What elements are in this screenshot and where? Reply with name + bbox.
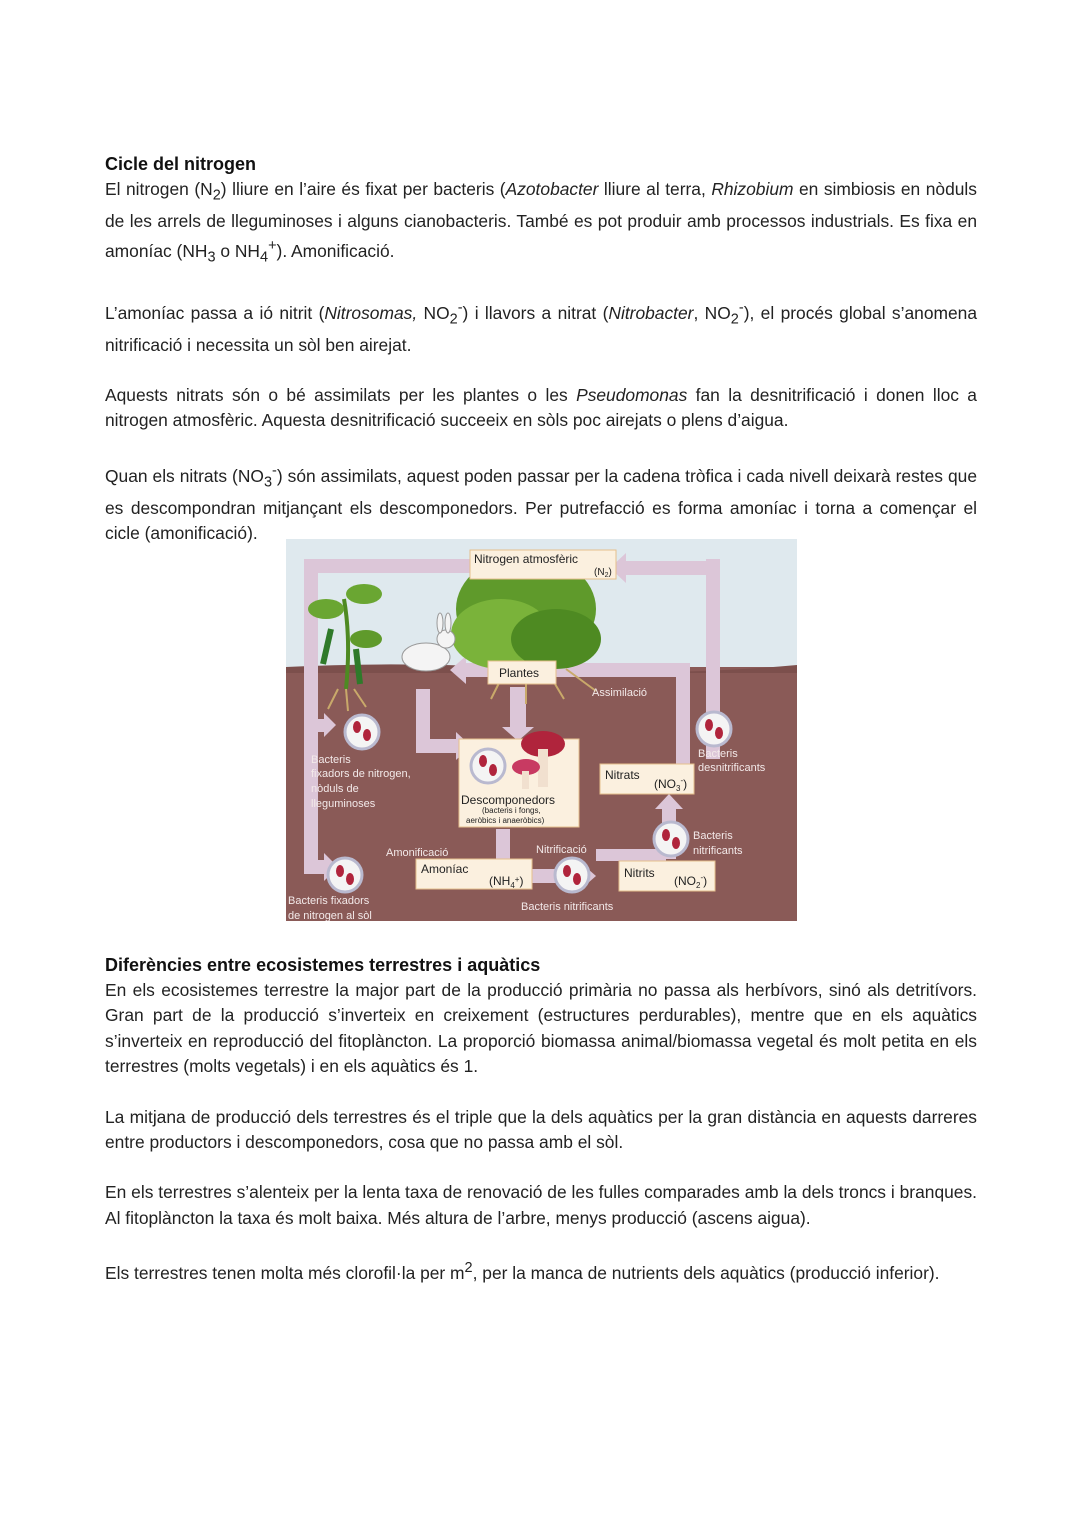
nitrogen-cycle-diagram xyxy=(286,539,797,921)
legume-fixers-line-2: fixadors de nitrogen, xyxy=(311,768,411,780)
paragraph-trophic-chain: Quan els nitrats $(NO_3^-)$ són assimilats, aquest poden passar per la cadena tròfica i cada nivell deixarà restes que es descompondran mitjançant els descomponedors. Per putrefacció es forma amoníac i torna a començar el cicle (amonificació). xyxy=(105,462,977,543)
assimilation-label: Assimilació xyxy=(592,687,648,699)
paragraph-denitrification: Aquests nitrats són o bé assimilats per les plantes o les Pseudomonas fan la desnitrificació i donen lloc a nitrogen atmosfèric. Aquesta desnitrificació succeeix en sòls poc airejats o plens d’aigua. xyxy=(105,385,977,431)
nitrifying-line-2: nitrificants xyxy=(693,845,743,857)
decomposers-subtitle-1: (bacteris i fongs, xyxy=(482,806,541,815)
paragraph-ecosystems-4: Els terrestres tenen molta més clorofil·la per $m^2$, per la manca de nutrients dels aquàtics (producció inferior). xyxy=(105,1260,940,1284)
nitrifying-line-1: Bacteris xyxy=(693,830,733,842)
atmospheric-nitrogen-formula: $(N_2)$ xyxy=(594,567,612,579)
bacteria-soil-fixer-icon xyxy=(328,858,362,892)
nitrites-formula: $(NO_2^-)$ xyxy=(674,873,708,890)
plants-label: Plantes xyxy=(499,666,540,680)
bottom-nitrifying-label: Bacteris nitrificants xyxy=(521,901,614,913)
ammonia-label: Amoníac xyxy=(421,862,469,876)
bacteria-nitrifying-bottom-icon xyxy=(555,858,589,892)
section-nitrogen-cycle xyxy=(105,152,977,546)
decomposers-label: Descomponedors xyxy=(461,793,556,807)
bacteria-denitrifying-icon xyxy=(697,712,731,746)
legume-fixers-line-4: lleguminoses xyxy=(311,798,376,810)
ammonia-formula: $(NH_4^+)$ xyxy=(489,874,524,890)
decomposers-subtitle-2: aeròbics i anaeròbics) xyxy=(466,816,545,825)
paragraph-fixation: El nitrogen $(N_2)$ lliure en l’aire és fixat per bacteris (Azotobacter lliure al terra, Rhizobium en simbiosis en nòduls de les arrels de lleguminoses i alguns cianobacteris. També es pot produir amb processos industrials. Es fixa en amoníac ($NH_3$ o $NH_4^+$). Amonificació. xyxy=(105,179,977,266)
bacteria-nitrifying-icon xyxy=(654,822,688,856)
legume-fixers-line-3: nòduls de xyxy=(311,783,359,795)
ammonification-label: Amonificació xyxy=(386,847,449,859)
soil-fixers-line-2: de nitrogen al sòl xyxy=(288,910,372,921)
nitrates-formula: $(NO_3^-)$ xyxy=(654,776,688,793)
section-title-nitrogen-cycle: Cicle del nitrogen xyxy=(105,154,257,174)
nitrites-label: Nitrits xyxy=(624,866,655,880)
nitrification-label: Nitrificació xyxy=(536,844,587,856)
denitrifying-line-2: desnitrificants xyxy=(698,762,766,774)
bacteria-legume-icon xyxy=(345,715,379,749)
section-ecosystems xyxy=(105,953,977,1286)
atmospheric-nitrogen-label: Nitrogen atmosfèric xyxy=(474,552,579,566)
paragraph-nitrification: L’amoníac passa a ió nitrit (Nitrosomas, $NO_2^-$) i llavors a nitrat (Nitrobacter, $NO_2^-$), el procés global s’anomena nitrificació i necessita un sòl ben airejat. xyxy=(105,299,977,355)
paragraph-ecosystems-3: En els terrestres s’alenteix per la lenta taxa de renovació de les fulles comparades amb la dels troncs i branques. Al fitoplàncton la taxa és molt baixa. Més altura de l’arbre, menys producció (ascens aigua). xyxy=(105,1182,977,1228)
nitrates-label: Nitrats xyxy=(605,768,640,782)
paragraph-ecosystems-2: La mitjana de producció dels terrestres és el triple que la dels aquàtics per la gran distància en aquests darreres entre productors i descomponedors, cosa que no passa amb el sòl. xyxy=(105,1106,977,1153)
denitrifying-line-1: Bacteris xyxy=(698,748,738,760)
legume-fixers-line-1: Bacteris xyxy=(311,754,351,766)
paragraph-ecosystems-1: En els ecosistemes terrestre la major part de la producció primària no passa als herbívors, sinó als detritívors. Gran part de la producció s’inverteix en creixement (estructures perdurables), mentre que en els aquàtics s’inverteix en reproducció del fitoplàncton. La proporció biomassa animal/biomassa vegetal és molt petita en els terrestres (molts vegetals) i en els aquàtics és 1. xyxy=(105,980,977,1077)
soil-fixers-line-1: Bacteris fixadors xyxy=(288,895,370,907)
section-title-ecosystems: Diferències entre ecosistemes terrestres i aquàtics xyxy=(105,955,541,975)
decomposers-bacteria-icon xyxy=(471,749,505,783)
